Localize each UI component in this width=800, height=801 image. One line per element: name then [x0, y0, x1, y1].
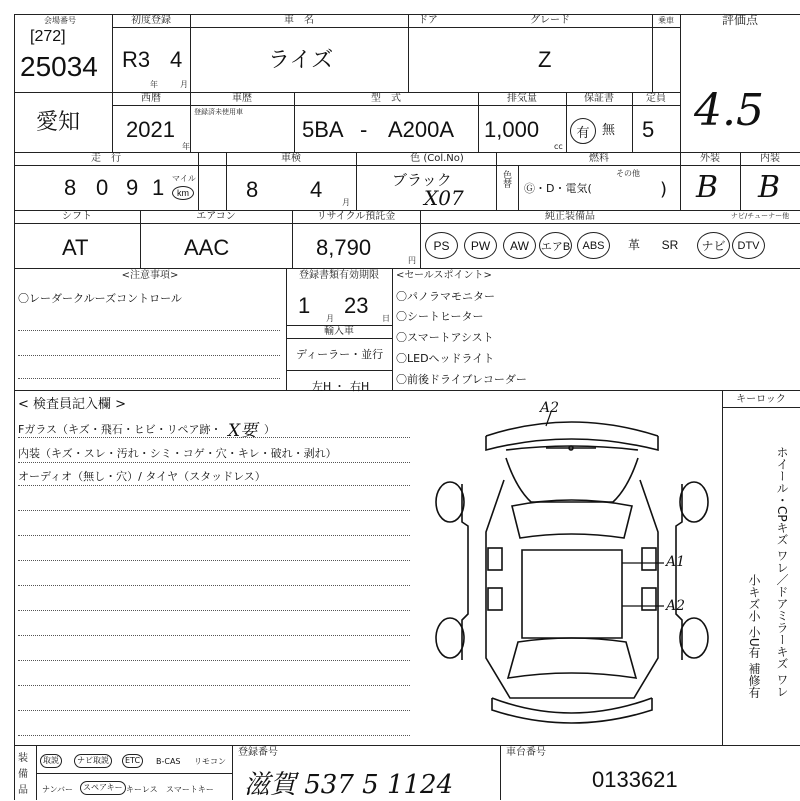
footer-top [14, 745, 800, 746]
doc-manual: 取説 [40, 754, 62, 768]
first-reg-month: 4 [170, 47, 183, 72]
option-3: AW [503, 232, 536, 259]
inspector-label: < 検査員記入欄 > [18, 397, 127, 412]
displacement-label: 排気量 [507, 93, 537, 104]
border-left [14, 14, 15, 800]
keyless-label: キーロック [736, 394, 786, 405]
fuel-close: ) [660, 179, 668, 200]
sales-point-3: 〇スマートアシスト [396, 331, 494, 344]
fv3 [500, 745, 501, 800]
mileage-d1: 8 [64, 175, 77, 200]
inspector-line3: オーディオ（無し・穴）/ タイヤ（スタッドレス） [18, 470, 266, 483]
reg-divider2 [286, 338, 392, 339]
equipment-label: 純正装備品 [545, 211, 595, 222]
inspection-month: 4 [310, 177, 323, 202]
recycle-unit: 円 [408, 256, 416, 265]
doc-spare-key: スペアキー [80, 781, 126, 795]
capacity: 5 [642, 117, 655, 142]
doc-bcas: B-CAS [156, 757, 181, 766]
handle-left: 左H [312, 380, 332, 393]
insp-dot6 [18, 560, 410, 561]
keyless-line [722, 407, 800, 408]
row3-labelline [14, 165, 800, 166]
aircon-label: エアコン [196, 211, 236, 222]
insp-dot11 [18, 685, 410, 686]
interior-label: 内装 [760, 153, 780, 164]
capacity-label: 定員 [646, 93, 666, 104]
lot-code: [272] [30, 28, 66, 45]
mileage-unit-km: km [172, 186, 194, 200]
score-label: 評価点 [721, 13, 758, 27]
region: 愛知 [36, 109, 81, 134]
grade: Z [538, 47, 552, 72]
doc-navi-manual: ナビ取説 [74, 754, 112, 768]
registration-day-unit: 日 [382, 314, 390, 323]
year-unit: 年 [182, 142, 190, 151]
footer-col-3: 品 [18, 785, 28, 796]
warranty-yes: 有 [570, 118, 596, 144]
diagram-mark-front: A2 [540, 400, 560, 416]
notes-dot2 [18, 355, 280, 356]
warranty-label: 保証書 [584, 93, 614, 104]
plate: 滋賀 537 5 1124 [244, 770, 454, 800]
inspection-month-unit: 月 [342, 198, 350, 207]
serial-label: 車台番号 [506, 747, 546, 758]
v23 [722, 390, 723, 745]
inspector-line1: Fガラス（キズ・飛石・ヒビ・リペア跡・ [18, 423, 222, 436]
insp-dot8 [18, 610, 410, 611]
color-code: X07 [424, 186, 464, 210]
option-1: PS [425, 232, 458, 259]
inspector-line2: 内装（キズ・スレ・汚れ・シミ・コゲ・穴・キレ・破れ・剥れ） [18, 447, 337, 460]
recycle: 8,790 [316, 235, 372, 260]
footer-mid [36, 773, 232, 774]
score: 4.5 [694, 85, 764, 136]
footer-col-1: 装 [18, 753, 28, 764]
insp-dot4 [18, 510, 410, 511]
exterior-label: 外装 [700, 153, 720, 164]
option-8: ナビ [697, 232, 730, 259]
insp-dot12 [18, 710, 410, 711]
capacity-label-top: 乗車 [658, 16, 674, 25]
insp-dot2 [18, 462, 410, 463]
legend-vertical-2: 小キズ小 小U有 補修有 [747, 574, 761, 699]
legend-vertical-1: ホイール・CPキズ ワレ／ドアミラーキズ ワレ [775, 446, 789, 698]
inspector-line1-end: ） [264, 423, 275, 436]
v12 [198, 152, 199, 210]
serial: 0133621 [592, 767, 678, 792]
chassis-label: 車歴 [232, 93, 252, 104]
option-5: ABS [577, 232, 610, 259]
dealer: ディーラー・並行 [296, 348, 384, 361]
row4-bottom [14, 268, 800, 269]
sales-point-5: 〇前後ドライブレコーダー [396, 373, 527, 386]
mileage-unit-mile: マイル [172, 174, 196, 183]
aircon: AAC [184, 235, 230, 260]
first-reg-year-unit: 年 [150, 80, 158, 89]
option-9: DTV [732, 232, 765, 259]
first-reg-era: R3 [122, 47, 151, 72]
fuel-label: 燃料 [589, 153, 609, 164]
sales-points-label: <セールスポイント> [396, 270, 492, 281]
auction-label: 会場番号 [44, 16, 76, 25]
year: 2021 [126, 117, 175, 142]
row4-labelline [14, 223, 800, 224]
chassis-note: 登録済未使用車 [194, 108, 243, 116]
registration-label: 登録書類有効期限 [299, 270, 379, 281]
plate-label: 登録番号 [238, 747, 278, 758]
insp-dot13 [18, 735, 410, 736]
model-label: 車 名 [284, 15, 314, 26]
fuel-options: Ⓖ・D・電気( [524, 182, 592, 195]
fv2 [232, 745, 233, 800]
mileage-d2: 0 [96, 175, 109, 200]
registration-day: 23 [344, 293, 369, 318]
doc-etc: ETC [122, 754, 143, 768]
lot-number: 25034 [20, 51, 98, 82]
v22 [392, 268, 393, 390]
color-change-label: 色替 [501, 170, 511, 188]
first-reg-label: 初度登録 [131, 15, 171, 26]
v5 [680, 14, 681, 210]
insp-dot7 [18, 585, 410, 586]
registration-month: 1 [298, 293, 311, 318]
color: ブラック [392, 171, 452, 189]
option-6: 革 [627, 238, 640, 252]
sales-point-4: 〇LEDヘッドライト [396, 352, 495, 365]
footer-col-2: 備 [18, 769, 28, 780]
diagram-mark-side1: A1 [666, 554, 686, 570]
handle-sep: ・ [334, 380, 345, 393]
insp-dot3 [18, 485, 410, 486]
doc-smart-key: スマートキー [166, 785, 214, 794]
color-label: 色 (Col.No) [410, 153, 464, 164]
interior: B [758, 170, 781, 205]
doc-keyless: キーレス [126, 785, 158, 794]
type-label: 型 式 [371, 93, 401, 104]
cc-unit: cc [554, 142, 563, 151]
notes-dot3 [18, 378, 280, 379]
row1-labelline [112, 27, 680, 28]
shift: AT [62, 235, 89, 260]
mileage-d3: 9 [126, 175, 139, 200]
inspector-line1-mark: X要 [228, 421, 258, 441]
import-label: 輸入車 [324, 326, 354, 337]
inspection-year: 8 [246, 177, 259, 202]
registration-month-unit: 月 [326, 314, 334, 323]
sales-point-2: 〇シートヒーター [396, 310, 484, 323]
insp-dot10 [18, 660, 410, 661]
option-4: エアB [539, 232, 572, 259]
inspection-label: 車検 [281, 153, 301, 164]
type-dash: - [360, 117, 368, 142]
handle-right: 右H [350, 380, 370, 393]
equipment-note-item: 〇レーダークルーズコントロール [18, 292, 182, 305]
exterior: B [696, 170, 719, 205]
displacement: 1,000 [484, 117, 540, 142]
door-label: ドア [418, 15, 438, 26]
notes-dot1 [18, 330, 280, 331]
type-prefix: 5BA [302, 117, 344, 142]
option-7: SR [661, 238, 679, 252]
first-reg-month-unit: 月 [180, 80, 188, 89]
year-label: 西暦 [141, 93, 161, 104]
insp-dot1 [18, 437, 410, 438]
doc-remote: リモコン [194, 757, 226, 766]
insp-dot5 [18, 535, 410, 536]
type-code: A200A [388, 117, 455, 142]
mileage-d4: 1 [152, 175, 165, 200]
equipment-notes-label: <注意事項> [121, 270, 179, 281]
fuel-other: その他 [616, 169, 640, 178]
shift-label: シフト [62, 211, 92, 222]
doc-number: ナンバー [42, 785, 74, 794]
option-extra-label: ナビ/チューナー他 [730, 212, 790, 220]
v16 [518, 165, 519, 210]
notes-bottom [14, 390, 800, 391]
option-2: PW [464, 232, 497, 259]
sales-point-1: 〇パノラマモニター [396, 290, 495, 303]
model-name: ライズ [268, 47, 334, 72]
row2-labelline [112, 105, 680, 106]
warranty-no: 無 [602, 123, 616, 138]
reg-divider3 [286, 370, 392, 371]
grade-label: グレード [530, 15, 570, 26]
diagram-mark-side2: A2 [666, 598, 686, 614]
recycle-label: リサイクル預託金 [316, 211, 396, 222]
mileage-label: 走 行 [91, 153, 121, 164]
insp-dot9 [18, 635, 410, 636]
